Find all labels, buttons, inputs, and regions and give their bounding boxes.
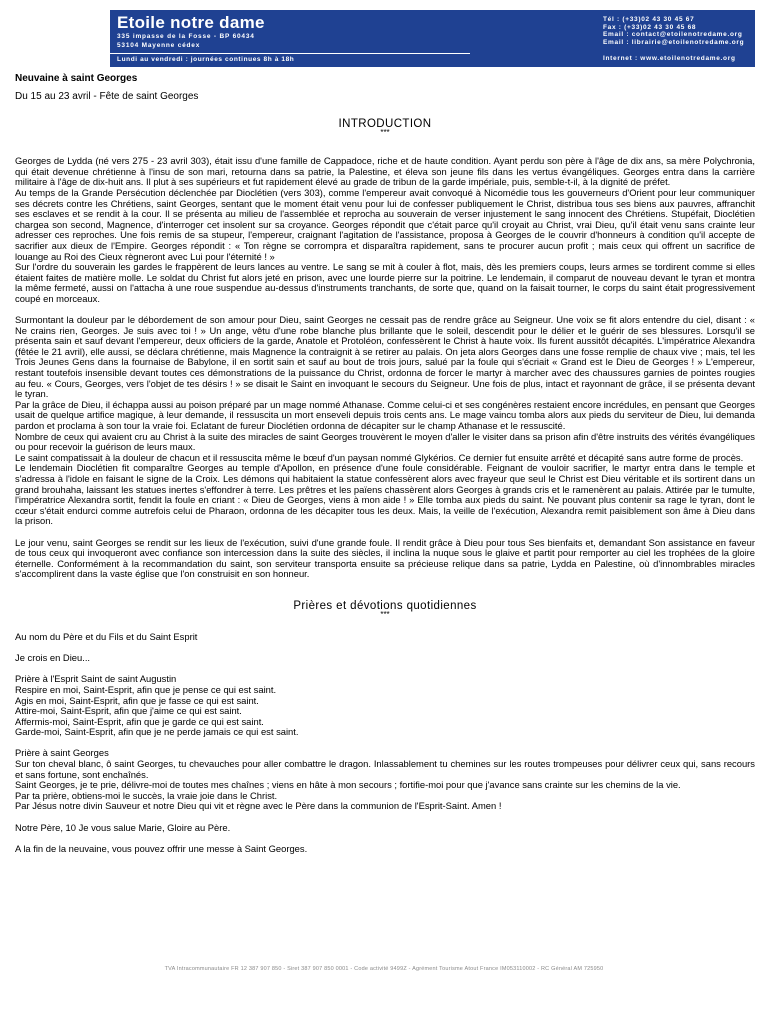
prayer-line: Par Jésus notre divin Sauveur et notre Dieu qui vit et règne avec le Père dans la communion de l'Esprit-Saint. Amen !	[15, 800, 502, 812]
website-link[interactable]: Internet : www.etoilenotredame.org	[603, 55, 736, 62]
prayer-line: Agis en moi, Saint-Esprit, afin que je fasse ce qui est saint.	[15, 694, 259, 706]
prayer-line: Prière à saint Georges	[15, 747, 109, 759]
paragraph-gap	[15, 527, 755, 538]
prayer-line: Garde-moi, Saint-Esprit, afin que je ne perde jamais ce qui est saint.	[15, 726, 299, 738]
intro-paragraph: Par la grâce de Dieu, il échappa aussi au poison préparé par un mage nommé Athanase. Comme celui-ci et ses congénères restaient encore incrédules, en pensant que Georges usait de quelque artifice magique, à leur demande, il ressuscita un mort enseveli depuis trois cents ans. Le mage vaincu tomba alors aux pieds du serviteur de Dieu, lui demanda pardon et proclama à son tour la vraie foi. Eclatant de fureur Dioclétien ordonna de décapiter sur le champ Athanase et le ressuscité.	[15, 398, 755, 432]
intro-paragraph: Le jour venu, saint Georges se rendit sur les lieux de l'exécution, suivi d'une grande foule. Il rendit grâce à Dieu pour tous Ses bienfaits et, demandant Son assistance en faveur de tous ceux qui invoqueront avec confiance son intercession dans la suite des siècles, il inclina la nuque sous le glaive et partit pour remporter au ciel les trophées de la gloire éternelle. Conformément à la recommandation du saint, son serviteur transporta ensuite sa précieuse relique dans sa patrie, Lydda en Palestine, où d'innombrables miracles s'accomplirent dans la vaste église que l'on construisit en son honneur.	[15, 536, 755, 580]
header-contacts	[603, 16, 753, 46]
section-separator: ***	[380, 128, 390, 138]
prayer-line: Attire-moi, Saint-Esprit, afin que j'aime ce qui est saint.	[15, 705, 242, 717]
brand-name[interactable]: Etoile notre dame	[117, 13, 265, 32]
prayers-heading: Prières et dévotions quotidiennes	[293, 599, 477, 612]
intro-paragraph: Nombre de ceux qui avaient cru au Christ à la suite des miracles de saint Georges trouvèrent le moyen d'aller le visiter dans sa prison afin d'être instruits des vérités évangéliques ou pour recevoir la guérison de leurs maux.	[15, 430, 755, 453]
opening-hours: Lundi au vendredi : journées continues 8h à 18h	[117, 56, 295, 63]
contact-email-link[interactable]: Email : contact@etoilenotredame.org	[603, 31, 743, 38]
fax-number: Fax : (+33)02 43 30 45 68	[603, 23, 697, 31]
prayer-line: Par ta prière, obtiens-moi le succès, la vraie joie dans le Christ.	[15, 789, 278, 801]
header-banner	[110, 10, 755, 67]
prayer-line: A la fin de la neuvaine, vous pouvez offrir une messe à Saint Georges.	[15, 842, 308, 854]
intro-paragraph: Sur l'ordre du souverain les gardes le frappèrent de leurs lances au ventre. Le sang se mit à couler à flot, mais, dès les premiers coups, leurs armes se tordirent comme si elles étaient faites de matière molle. Le soldat du Christ fut alors jeté en prison, avec une lourde pierre sur la poitrine. Le lendemain, il comparut de nouveau devant le tyran et montra la même fermeté, aussi on l'attacha à une roue suspendue au-dessus d'instruments tranchants, de sorte que, quand on la faisait tourner, le corps du saint était progressivement coupé en morceaux.	[15, 261, 755, 304]
legal-footer: TVA Intracommunautaire FR 12 387 907 850 - Siret 387 907 850 0001 - Code activité 9499Z - Agrément Tourisme Atout France IM053110002 - RC Général AM 725950	[164, 966, 604, 972]
intro-paragraph: Surmontant la douleur par le débordement de son amour pour Dieu, saint Georges ne cessait pas de rendre grâce au Seigneur. Une voix se fit alors entendre du ciel, disant : « Ne crains rien, Georges. Je suis avec toi ! » Un ange, vêtu d'une robe blanche plus brillante que le soleil, descendit pour le délier et le guérir de ses blessures. Lorsqu'il se présenta sain et sauf devant l'empereur, deux officiers de la garde, Anatole et Protoléon, confessèrent le Christ à haute voix. Ils furent aussitôt décapités. L'impératrice Alexandra (fêtée le 21 avril), elle aussi, se déclara chrétienne, mais Magnence la contraignit à se retirer au palais. On jeta alors Georges dans une fosse remplie de chaux vive ; mais, tel les Trois Jeunes Gens dans la fournaise de Babylone, il en sortit sain et sauf au bout de trois jours, salué par la foule qui s'écriait « Grand est le Dieu de Georges ! » L'empereur, restant toutefois insensible devant toutes ces démonstrations de la puissance du Christ, ordonna de forcer le martyr à marcher avec des chaussures garnies de pointes rougies au feu. « Cours, Georges, vers l'objet de tes désirs ! » se disait le Saint en invoquant le secours du Seigneur. Une fois de plus, intact et rayonnant de grâce, il se présenta devant le tyran.	[15, 314, 755, 400]
prayer-line: Sur ton cheval blanc, ô saint Georges, tu chevauches pour aller combattre le dragon. Inlassablement tu chemines sur les routes trompeuses pour délivrer ceux qui, sans recours et sans fortune, sont enchaînés.	[15, 758, 755, 780]
section-separator: ***	[380, 609, 390, 619]
address-line-1: 335 impasse de la Fosse - BP 60434	[117, 33, 255, 40]
prayer-line: Saint Georges, je te prie, délivre-moi de toutes mes chaînes ; viens en hâte à mon secours ; fortifie-moi pour que j'avance sans crainte sur les chemins de la vie.	[15, 779, 681, 791]
intro-paragraph: Le lendemain Dioclétien fit comparaître Georges au temple d'Apollon, en présence d'une foule considérable. Feignant de vouloir sacrifier, le martyr entra dans le temple et s'adressa à l'idole en faisant le signe de la Croix. Les démons qui habitaient la statue confessèrent alors avec frayeur que seul le Christ est Dieu véritable et ils sortirent dans un grand brouhaha, laissant les statues inertes s'effondrer à terre. Les prêtres et les païens chassèrent alors Georges à grands cris et le ramenèrent au palais. Attirée par le tumulte, l'impératrice Alexandra sortit, fendit la foule en criant : « Dieu de Georges, viens à mon aide ! » Elle tomba aux pieds du saint. Ne pouvant plus contenir sa rage le tyran, dont le cœur s'était endurci comme autrefois celui de Pharaon, ordonna de les décapiter tous les deux. Mais, la veille de l'exécution, Alexandra remit paisiblement son âme à Dieu dans la prison.	[15, 462, 755, 527]
spacer	[15, 142, 755, 156]
prayer-line: Au nom du Père et du Fils et du Saint Esprit	[15, 630, 198, 642]
intro-paragraph: Georges de Lydda (né vers 275 - 23 avril 303), était issu d'une famille de Cappadoce, riche et de haute condition. Ayant perdu son père à l'âge de dix ans, sa mère Polychronia, qui était devenue chrétienne à l'insu de son mari, retourna dans sa patrie, la Palestine, et éleva son jeune fils dans les vertus évangéliques. Georges entra dans la carrière militaire à l'âge de dix-huit ans. Il plut à ses supérieurs et fut rapidement élevé au grade de tribun de la garde impériale, puis, semble-t-il, à la dignité de préfet.	[15, 155, 755, 188]
spacer	[15, 618, 755, 632]
doc-subtitle: Du 15 au 23 avril - Fête de saint Georges	[15, 90, 199, 102]
prayer-line: Je crois en Dieu...	[15, 652, 91, 664]
prayer-line: Affermis-moi, Saint-Esprit, afin que je garde ce qui est saint.	[15, 715, 264, 727]
doc-title: Neuvaine à saint Georges	[15, 73, 138, 84]
intro-paragraph: Le saint compatissait à la douleur de chacun et il ressuscita même le bœuf d'un paysan nommé Glykérios. Ce dernier fut ensuite arrêté et décapité sans autre forme de procès.	[15, 451, 744, 463]
introduction-text	[15, 156, 755, 580]
prayer-line: Prière à l'Esprit Saint de saint Augustin	[15, 673, 177, 685]
address-line-2: 53104 Mayenne cédex	[117, 42, 201, 49]
document-body	[15, 74, 755, 854]
phone-number: Tél : (+33)02 43 30 45 67	[603, 16, 695, 23]
paragraph-gap	[15, 738, 755, 749]
header-divider	[110, 53, 470, 54]
prayer-line: Respire en moi, Saint-Esprit, afin que je pense ce qui est saint.	[15, 683, 277, 695]
introduction-heading: INTRODUCTION	[338, 118, 432, 131]
paragraph-gap	[15, 643, 755, 654]
prayer-line: Notre Père, 10 Je vous salue Marie, Gloire au Père.	[15, 821, 231, 833]
prayers-text	[15, 632, 755, 854]
header-left	[117, 14, 462, 50]
intro-paragraph: Au temps de la Grande Persécution déclenchée par Dioclétien (vers 303), comme l'empereur avait convoqué à Nicomédie tous les gouverneurs d'Orient pour leur communiquer ses décrets contre les Chrétiens, saint Georges, sentant que le moment était venu pour lui de confesser publiquement le Christ, distribua tous ses biens aux pauvres, affranchit ses esclaves et se rendit à la cour. Il se présenta au milieu de l'assemblée et reprocha au souverain de verser injustement le sang innocent des Chrétiens. Stupéfait, Dioclétien chargea son second, Magnence, d'interroger cet insolent sur sa croyance. Georges répondit que c'était parce qu'il croyait au Christ, vrai Dieu, qu'il était venu sans crainte leur adresser ces reproches. Une fois remis de sa stupeur, l'empereur, craignant l'agitation de l'assistance, proposa à Georges de le couvrir d'honneurs à condition qu'il accepte de sacrifier aux dieux de l'Empire. Georges répondit : « Ton règne se corrompra et disparaîtra rapidement, sans te procurer aucun profit ; mais ceux qui offrent un sacrifice de louange au Roi des Cieux règneront avec Lui pour l'éternité ! »	[15, 186, 755, 262]
bookstore-email-link[interactable]: Email : librairie@etoilenotredame.org	[603, 38, 745, 46]
